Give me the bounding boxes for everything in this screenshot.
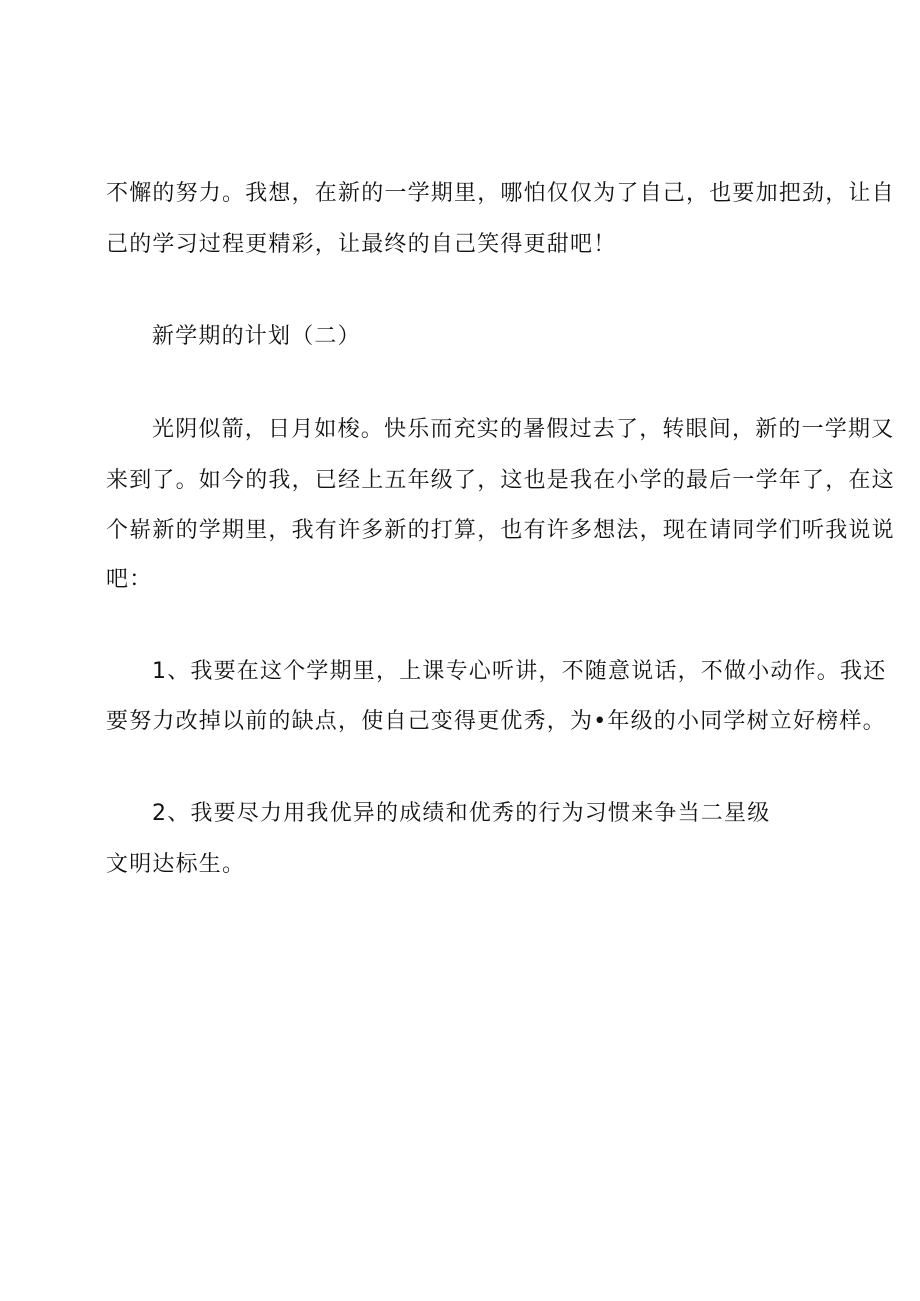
paragraph-continuation-line-2: 己的学习过程更精彩，让最终的自己笑得更甜吧！ (106, 232, 617, 257)
paragraph-continuation-line-1: 不懈的努力。我想，在新的一学期里，哪怕仅仅为了自己，也要加把劲，让自 (106, 181, 895, 206)
paragraph-intro-line-3: 个崭新的学期里，我有许多新的打算，也有许多想法，现在请同学们听我说说 (106, 518, 895, 543)
section-title: 新学期的计划（二） (152, 324, 361, 349)
list-item-1-line-2: 要努力改掉以前的缺点，使自己变得更优秀，为•年级的小同学树立好榜样。 (106, 709, 886, 734)
paragraph-intro-line-1: 光阴似箭，日月如梭。快乐而充实的暑假过去了，转眼间，新的一学期又 (152, 417, 895, 442)
paragraph-intro-line-4: 吧： (106, 567, 153, 592)
list-item-2-line-1: 2、我要尽力用我优异的成绩和优秀的行为习惯来争当二星级 (152, 801, 771, 826)
list-item-2-line-2: 文明达标生。 (106, 852, 246, 877)
paragraph-intro-line-2: 来到了。如今的我，已经上五年级了，这也是我在小学的最后一学年了，在这 (106, 468, 895, 493)
list-item-1-line-1: 1、我要在这个学期里，上课专心听讲，不随意说话，不做小动作。我还 (152, 659, 887, 684)
